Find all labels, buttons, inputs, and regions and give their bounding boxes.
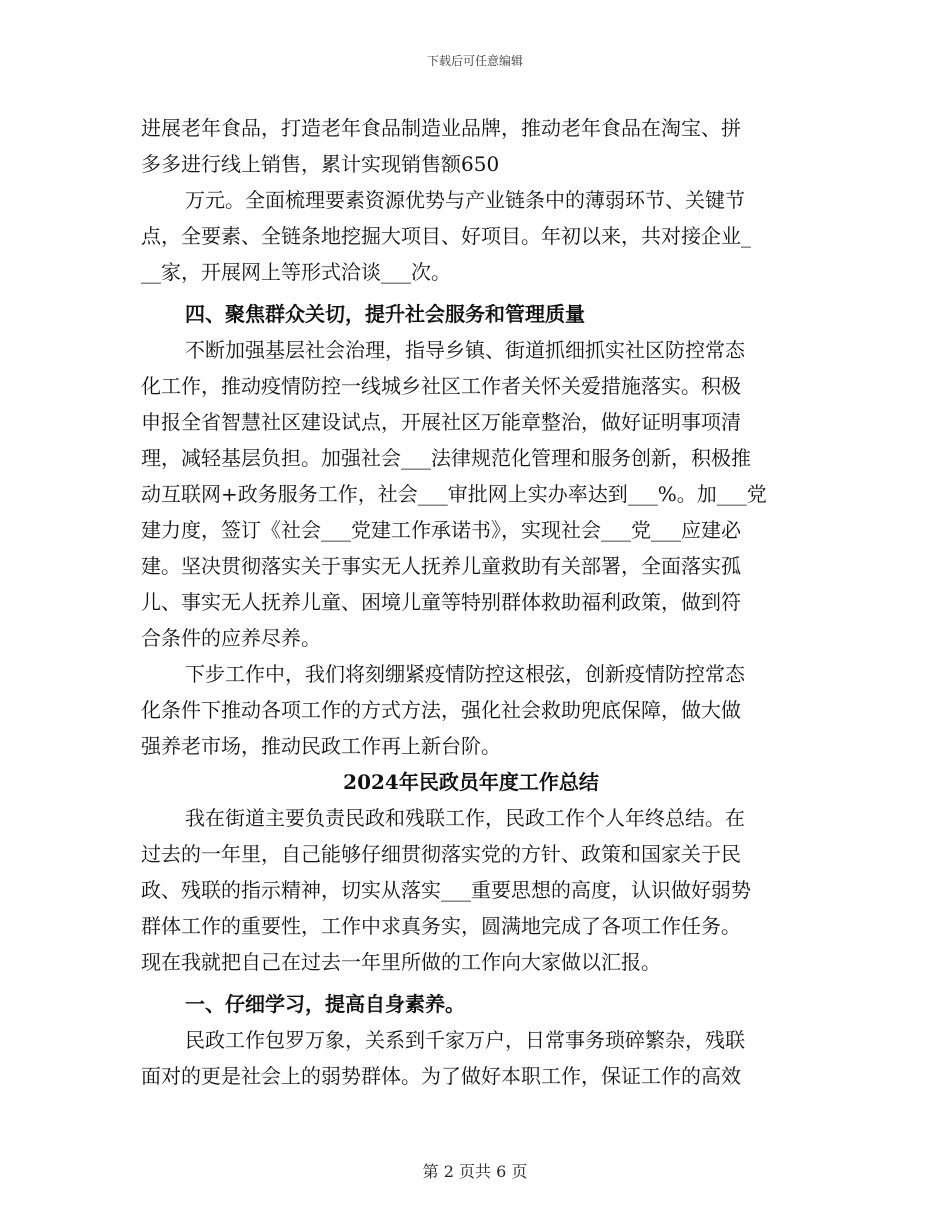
body-line: 民政工作包罗万象，关系到千家万户，日常事务琐碎繁杂，残联	[185, 1028, 745, 1052]
body-line: 强养老市场，推动民政工作再上新台阶。	[141, 734, 501, 758]
body-line: 我在街道主要负责民政和残联工作，民政工作个人年终总结。在	[185, 806, 745, 830]
body-line: 建力度，签订《社会___党建工作承诺书》，实现社会___党___应建必	[141, 518, 741, 542]
body-line: 建。坚决贯彻落实关于事实无人抚养儿童救助有关部署，全面落实孤	[141, 554, 741, 578]
document-body	[141, 110, 801, 1094]
body-line: 下步工作中，我们将刻绷紧疫情防控这根弦，创新疫情防控常态	[185, 662, 745, 686]
body-line: 面对的更是社会上的弱势群体。为了做好本职工作，保证工作的高效	[141, 1064, 741, 1088]
body-line: 群体工作的重要性，工作中求真务实，圆满地完成了各项工作任务。	[141, 914, 741, 938]
body-line: 多多进行线上销售，累计实现销售额650	[141, 152, 500, 176]
section-heading: 一、仔细学习，提高自身素养。	[185, 992, 465, 1016]
body-line: 政、残联的指示精神，切实从落实___重要思想的高度，认识做好弱势	[141, 878, 751, 902]
document-title: 2024年民政员年度工作总结	[343, 770, 599, 794]
section-heading: 四、聚焦群众关切，提升社会服务和管理质量	[185, 302, 585, 326]
body-line: 万元。全面梳理要素资源优势与产业链条中的薄弱环节、关键节	[185, 188, 745, 212]
body-line: 化工作，推动疫情防控一线城乡社区工作者关怀关爱措施落实。积极	[141, 374, 741, 398]
body-line: 理，减轻基层负担。加强社会___法律规范化管理和服务创新，积极推	[141, 446, 751, 470]
page-header: 下载后可任意编辑	[426, 54, 523, 68]
body-line: 点，全要素、全链条地挖掘大项目、好项目。年初以来，共对接企业_	[141, 224, 751, 248]
body-line: 现在我就把自己在过去一年里所做的工作向大家做以汇报。	[141, 950, 661, 974]
body-line: __家，开展网上等形式洽谈___次。	[141, 260, 451, 284]
body-line: 申报全省智慧社区建设试点，开展社区万能章整治，做好证明事项清	[141, 410, 741, 434]
body-line: 过去的一年里，自己能够仔细贯彻落实党的方针、政策和国家关于民	[141, 842, 741, 866]
body-line: 儿、事实无人抚养儿童、困境儿童等特别群体救助福利政策，做到符	[141, 590, 741, 614]
page-footer: 第 2 页共 6 页	[422, 1162, 528, 1181]
body-line: 不断加强基层社会治理，指导乡镇、街道抓细抓实社区防控常态	[185, 338, 745, 362]
body-line: 动互联网+政务服务工作，社会___审批网上实办率达到___%。加___党	[141, 482, 767, 506]
body-line: 进展老年食品，打造老年食品制造业品牌，推动老年食品在淘宝、拼	[141, 116, 741, 140]
body-line: 化条件下推动各项工作的方式方法，强化社会救助兜底保障，做大做	[141, 698, 741, 722]
body-line: 合条件的应养尽养。	[141, 626, 321, 650]
